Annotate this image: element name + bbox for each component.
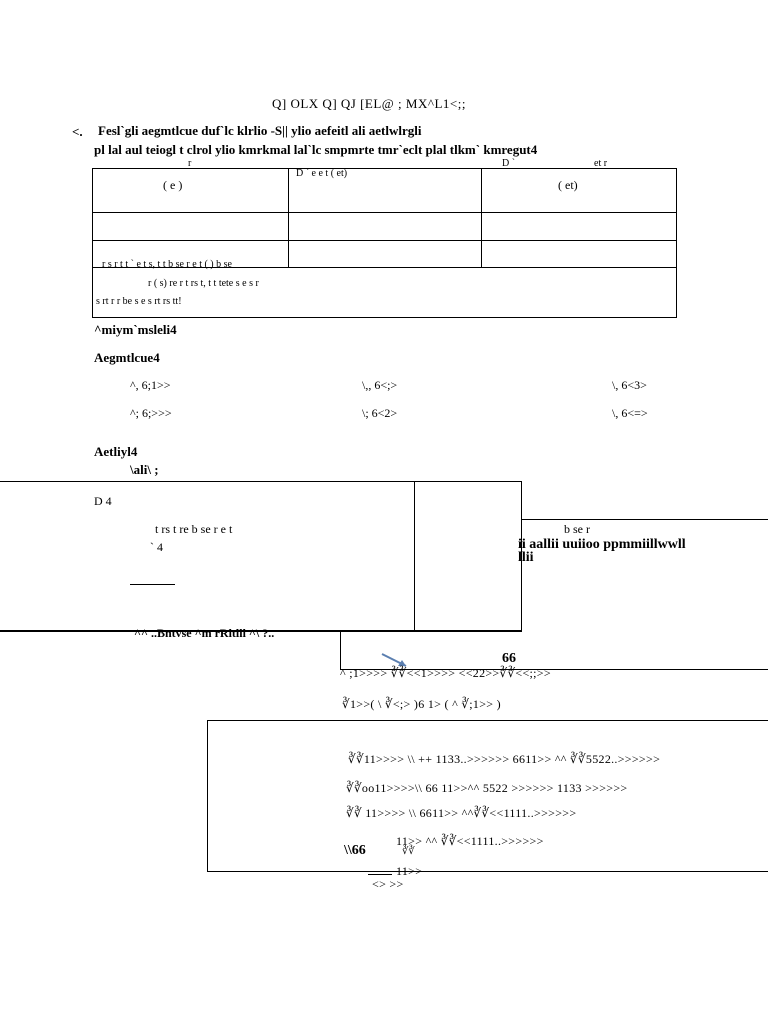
overlay-right-top-line	[522, 519, 768, 520]
option-f: \, 6<=>	[612, 406, 648, 420]
box2-line-1: ∛∛11>>>> \\ ++ 1133..>>>>>> 6611>> ^^ ∛∛5522..>>>>>>	[348, 752, 661, 766]
option-a: ^, 6;1>>	[130, 378, 171, 392]
answer-value: \ali\ ;	[130, 462, 159, 477]
instruction: ^miym`msleli4	[94, 322, 177, 337]
table-divider-1	[288, 168, 289, 268]
box2-line-3: ∛∛ 11>>>> \\ 6611>> ^^∛∛<<1111..>>>>>>	[346, 806, 577, 820]
overlay-box-left	[0, 481, 522, 631]
table-col1-header: ( e )	[163, 178, 183, 192]
overlap-line: ^^ ..Bntvse ^m rRltlll ^\ ?..	[134, 626, 275, 640]
table-col3-header: ( et)	[558, 178, 578, 192]
option-c: \, 6<3>	[612, 378, 647, 392]
box2-line-5-small: ∛∛	[402, 846, 415, 857]
table-row-line-2	[92, 240, 677, 241]
overlay-text-b: ` 4	[150, 540, 163, 554]
fraction-bar	[368, 874, 392, 875]
box2-line-7: <> >>	[372, 877, 404, 891]
box2-line-6: 11>>	[396, 864, 423, 878]
overlay-left-label: D 4	[94, 494, 112, 508]
page-title: Q] OLX Q] QJ [EL@ ; MX^L1<;;	[272, 96, 466, 111]
overlay-right-text1: b se r	[564, 522, 590, 536]
question-line-2: pl lal aul teiogl t clrol ylio kmrkmal lal`lc smpmrte tmr`eclt plal tlkm` kmregut4	[94, 142, 538, 157]
work-box-1	[340, 631, 768, 670]
question-number: <.	[72, 124, 83, 139]
table-row-line-1	[92, 212, 677, 213]
box2-line-2: ∛∛oo11>>>>\\ 66 11>>^^ 5522 >>>>>> 1133 >>>>>>	[346, 781, 628, 795]
option-e: \; 6<2>	[362, 406, 398, 420]
table-row3-line2: r ( s) re r t rs t, t t tete s e s r	[148, 278, 259, 289]
box2-line-4: 11>> ^^ ∛∛<<1111..>>>>>>	[396, 834, 544, 848]
overlay-right-bold-2: llii	[518, 550, 534, 565]
option-d: ^; 6;>>>	[130, 406, 172, 420]
table-header-top-2: D `	[502, 158, 516, 169]
table-row3-line1: r s r t t ` e t s, t t b se r e t ( ) b se	[102, 259, 232, 270]
table-row3-line3: s rt r r be s e s rt rs tt!	[96, 296, 182, 307]
table-header-top-3: et r	[594, 158, 608, 169]
table-divider-2	[481, 168, 482, 268]
overlay-short-rule	[130, 584, 175, 585]
choices-label: Aegmtlcue4	[94, 350, 160, 365]
table-header-top-1: r	[188, 158, 192, 169]
question-line-1: Fesl`gli aegmtlcue duf`lc klrlio -S|| ylio aefeitl ali aetlwlrgli	[98, 123, 422, 138]
work-line-1: ^ ;1>>>> ∛∛<<1>>>> <<22>>∛∛<<;;>>	[340, 666, 551, 680]
table-col2-header: D ` e e t ( et)	[296, 168, 348, 179]
box2-line-5-big: \\66	[344, 843, 366, 858]
overlay-right-bold: ii aallii uuiioo ppmmiillwwll	[518, 537, 686, 552]
work-line-2: ∛1>>( \ ∛<;> )6 1> ( ^ ∛;1>> )	[342, 697, 501, 711]
answer-label: Aetliyl4	[94, 444, 138, 459]
overlay-divider	[414, 481, 415, 631]
overlay-text-a: t rs t re b se r e t	[155, 522, 233, 536]
big-number: 66	[502, 651, 516, 666]
option-b: \,, 6<;>	[362, 378, 398, 392]
work-box-2	[207, 720, 768, 872]
